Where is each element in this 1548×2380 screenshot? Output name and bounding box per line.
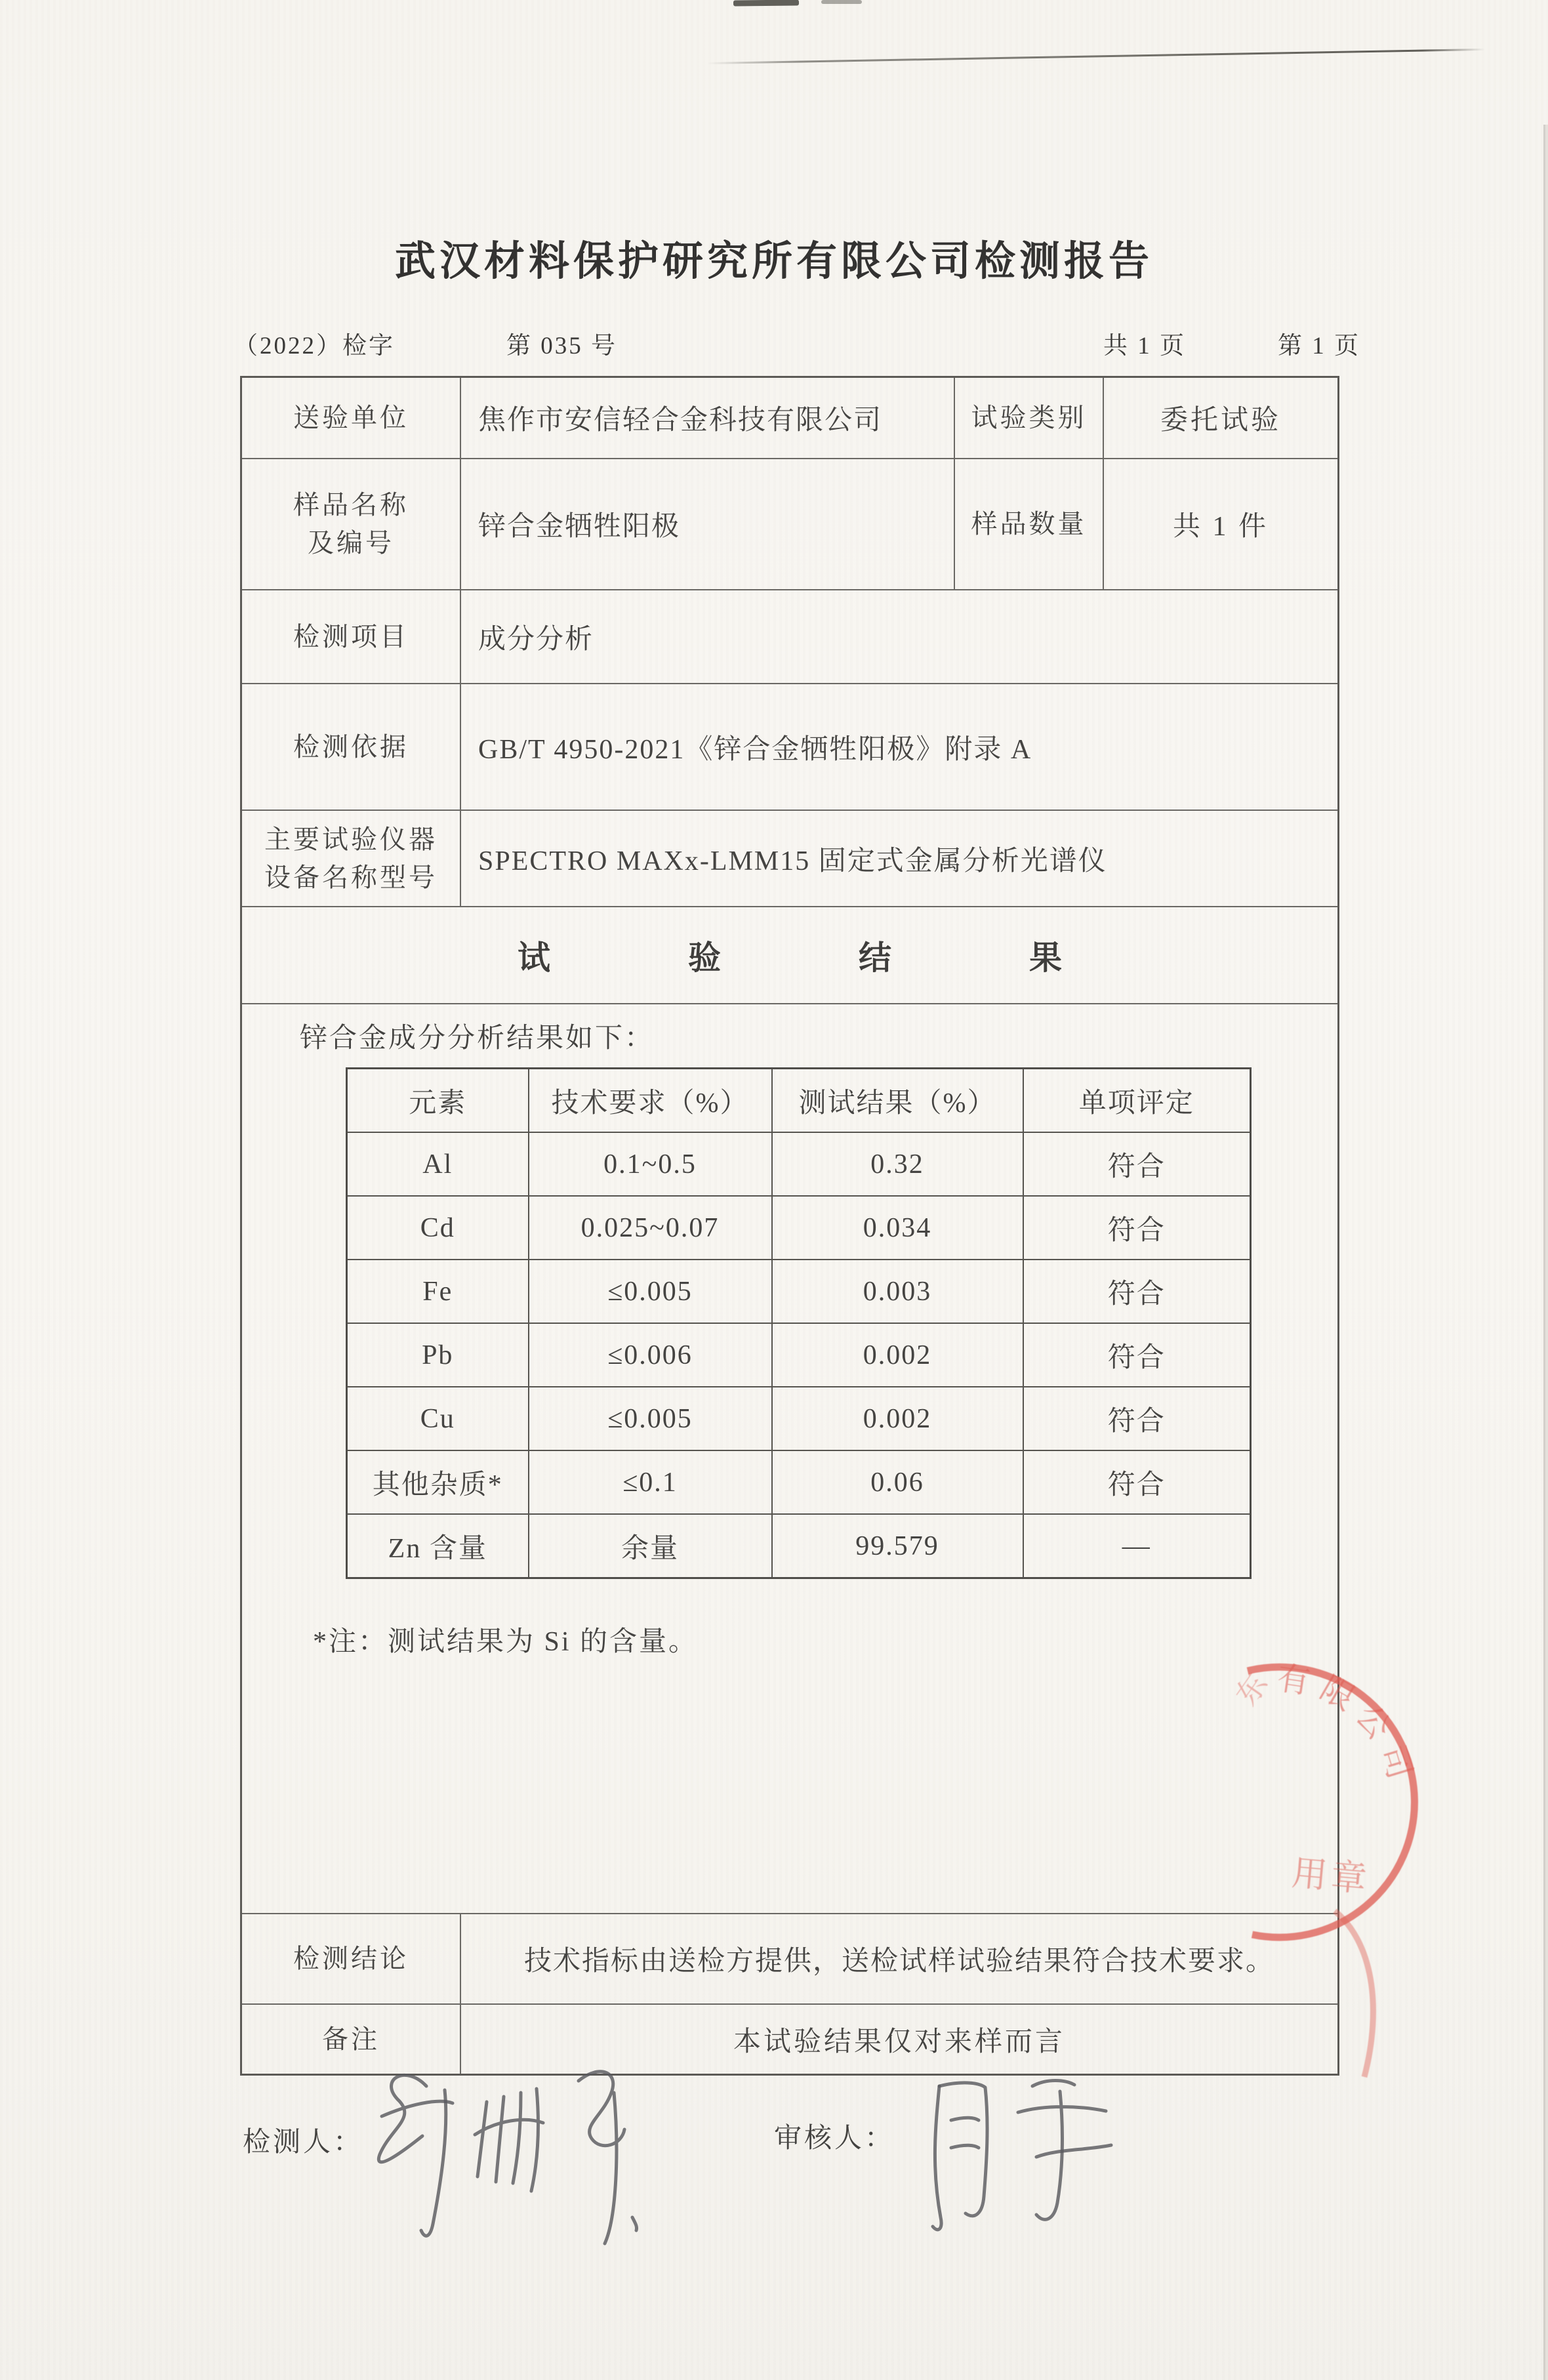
scan-smudge-top-2: [821, 0, 862, 4]
seal-arc-text: 有限公司: [1274, 1658, 1422, 1792]
table-row: Cd 0.025~0.07 0.034 符合: [347, 1196, 1251, 1260]
row-results-header: [242, 906, 1337, 1003]
results-header: 试 验 结 果: [518, 939, 1062, 976]
instrument-value: SPECTRO MAXx-LMM15 固定式金属分析光谱仪: [460, 811, 1337, 906]
doc-no-prefix: （2022）检字: [234, 333, 395, 359]
scan-crease-line: [707, 49, 1485, 64]
sample-qty-label: 样品数量: [954, 459, 1103, 589]
remark-value: 本试验结果仅对来样而言: [460, 2005, 1337, 2074]
table-row: Cu ≤0.005 0.002 符合: [347, 1387, 1251, 1450]
col-element: 元素: [347, 1069, 529, 1133]
pages-total: 共 1 页: [1103, 333, 1186, 359]
report-title: 武汉材料保护研究所有限公司检测报告: [394, 239, 1153, 284]
row-basis: [242, 683, 1337, 810]
seal-bottom-text: 用章: [1290, 1852, 1372, 1900]
table-row: 其他杂质* ≤0.1 0.06 符合: [347, 1450, 1251, 1514]
remark-label: 备注: [322, 2024, 380, 2054]
unit-value: 焦作市安信轻合金科技有限公司: [460, 378, 954, 458]
unit-label: 送验单位: [293, 403, 409, 432]
conclusion-value: 技术指标由送检方提供，送检试样试验结果符合技术要求。: [460, 1914, 1337, 2003]
test-type-value: 委托试验: [1103, 378, 1337, 458]
instrument-label: 主要试验仪器 设备名称型号: [264, 824, 438, 892]
results-table-header-row: [347, 1069, 1251, 1133]
table-row: Zn 含量 余量 99.579 —: [347, 1514, 1251, 1578]
sample-name-value: 锌合金牺牲阳极: [460, 459, 954, 589]
reviewer-label: 审核人：: [774, 2124, 895, 2154]
table-row: Pb ≤0.006 0.002 符合: [347, 1323, 1251, 1387]
results-intro: 锌合金成分分析结果如下：: [300, 1023, 655, 1054]
row-item: [242, 589, 1337, 683]
scan-smudge-top: [733, 0, 799, 7]
basis-value: GB/T 4950-2021《锌合金牺牲阳极》附录 A: [460, 684, 1337, 810]
row-sample: [242, 458, 1337, 589]
row-instrument: [242, 810, 1337, 906]
doc-no: 第 035 号: [506, 333, 617, 359]
tester-signature: [362, 2052, 677, 2262]
results-footnote: *注：测试结果为 Si 的含量。: [313, 1627, 699, 1657]
item-value: 成分分析: [460, 590, 1337, 683]
sample-name-label: 样品名称 及编号: [293, 490, 409, 558]
item-label: 检测项目: [293, 621, 409, 651]
seal-second-impression: [1318, 1901, 1548, 2091]
tester-label: 检测人：: [243, 2127, 364, 2158]
svg-text:有限公司: [1274, 1659, 1422, 1792]
seal-arc-text-lead: 东: [1228, 1666, 1275, 1712]
col-requirement: 技术要求（%）: [529, 1069, 772, 1133]
table-row: Al 0.1~0.5 0.32 符合: [347, 1132, 1251, 1196]
reviewer-signature: [910, 2064, 1133, 2241]
conclusion-label: 检测结论: [293, 1944, 409, 1973]
sample-qty-value: 共 1 件: [1103, 459, 1337, 589]
basis-label: 检测依据: [293, 731, 409, 762]
page-current: 第 1 页: [1278, 333, 1360, 359]
test-type-label: 试验类别: [954, 378, 1103, 458]
col-result: 测试结果（%）: [772, 1069, 1023, 1133]
col-evaluation: 单项评定: [1023, 1069, 1251, 1133]
row-unit: [242, 378, 1337, 458]
table-row: Fe ≤0.005 0.003 符合: [347, 1260, 1251, 1323]
results-table: [346, 1067, 1252, 1579]
